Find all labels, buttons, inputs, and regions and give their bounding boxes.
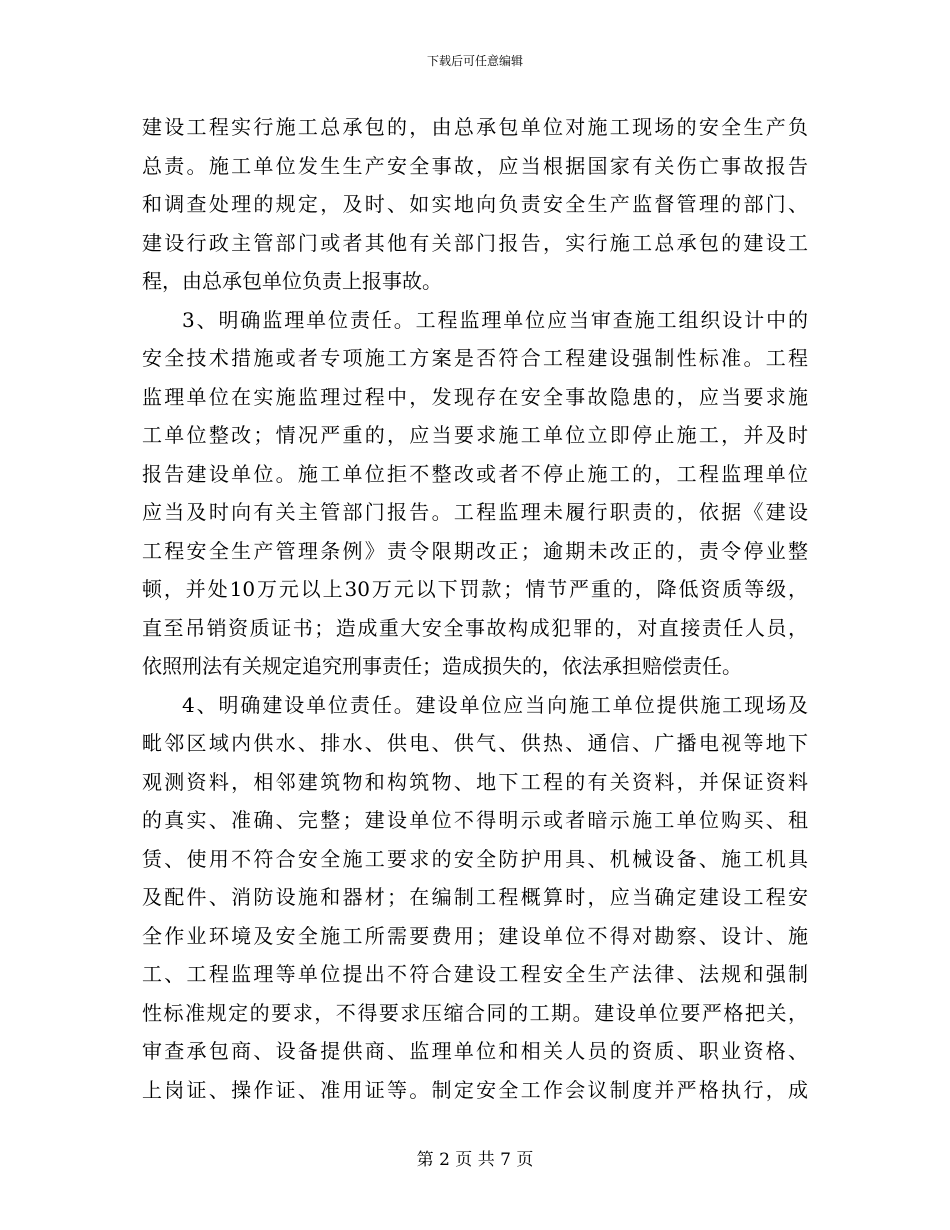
- text-line: 性标准规定的要求，不得要求压缩合同的工期。建设单位要严格把关，: [142, 1000, 808, 1025]
- text-line: 及配件、消防设施和器材；在编制工程概算时，应当确定建设工程安: [142, 885, 808, 909]
- text-line: 建设行政主管部门或者其他有关部门报告，实行施工总承包的建设工: [142, 230, 808, 255]
- text-line: 监理单位在实施监理过程中，发现存在安全事故隐患的，应当要求施: [142, 384, 808, 409]
- text-line: 顿，并处10万元以上30万元以下罚款；情节严重的，降低资质等级，: [142, 577, 808, 601]
- text-line: 工、工程监理等单位提出不符合建设工程安全生产法律、法规和强制: [142, 962, 808, 986]
- text-line: 4、明确建设单位责任。建设单位应当向施工单位提供施工现场及: [182, 692, 808, 717]
- text-line: 报告建设单位。施工单位拒不整改或者不停止施工的，工程监理单位: [142, 461, 808, 486]
- paragraph-1: [142, 108, 808, 301]
- text-line: 总责。施工单位发生生产安全事故，应当根据国家有关伤亡事故报告: [142, 153, 808, 178]
- text-line: 全作业环境及安全施工所需要费用；建设单位不得对勘察、设计、施: [142, 923, 808, 948]
- text-line: 安全技术措施或者专项施工方案是否符合工程建设强制性标准。工程: [142, 346, 808, 370]
- text-line: 应当及时向有关主管部门报告。工程监理未履行职责的，依据《建设: [142, 500, 808, 524]
- text-line: 和调查处理的规定，及时、如实地向负责安全生产监督管理的部门、: [142, 192, 808, 216]
- page-header: 下载后可任意编辑: [426, 54, 523, 68]
- paragraph-3: [142, 686, 808, 1110]
- text-line: 程，由总承包单位负责上报事故。: [142, 269, 442, 293]
- text-line: 3、明确监理单位责任。工程监理单位应当审查施工组织设计中的: [182, 307, 808, 332]
- text-line: 工程安全生产管理条例》责令限期改正；逾期未改正的，责令停业整: [142, 538, 808, 563]
- text-line: 审查承包商、设备提供商、监理单位和相关人员的资质、职业资格、: [142, 1039, 808, 1063]
- page-number: 第 2 页 共 7 页: [416, 1150, 534, 1170]
- text-line: 建设工程实行施工总承包的，由总承包单位对施工现场的安全生产负: [142, 115, 808, 139]
- text-line: 工单位整改；情况严重的，应当要求施工单位立即停止施工，并及时: [142, 423, 808, 447]
- text-line: 的真实、准确、完整；建设单位不得明示或者暗示施工单位购买、租: [142, 808, 808, 832]
- text-line: 毗邻区域内供水、排水、供电、供气、供热、通信、广播电视等地下: [142, 731, 808, 755]
- paragraph-2: [142, 301, 808, 686]
- document-body: [142, 108, 808, 1109]
- text-line: 依照刑法有关规定追究刑事责任；造成损失的，依法承担赔偿责任。: [142, 654, 742, 678]
- text-line: 直至吊销资质证书；造成重大安全事故构成犯罪的，对直接责任人员，: [142, 615, 808, 640]
- text-line: 上岗证、操作证、准用证等。制定安全工作会议制度并严格执行，成: [142, 1077, 808, 1102]
- text-line: 观测资料，相邻建筑物和构筑物、地下工程的有关资料，并保证资料: [142, 769, 808, 794]
- text-line: 赁、使用不符合安全施工要求的安全防护用具、机械设备、施工机具: [142, 846, 808, 871]
